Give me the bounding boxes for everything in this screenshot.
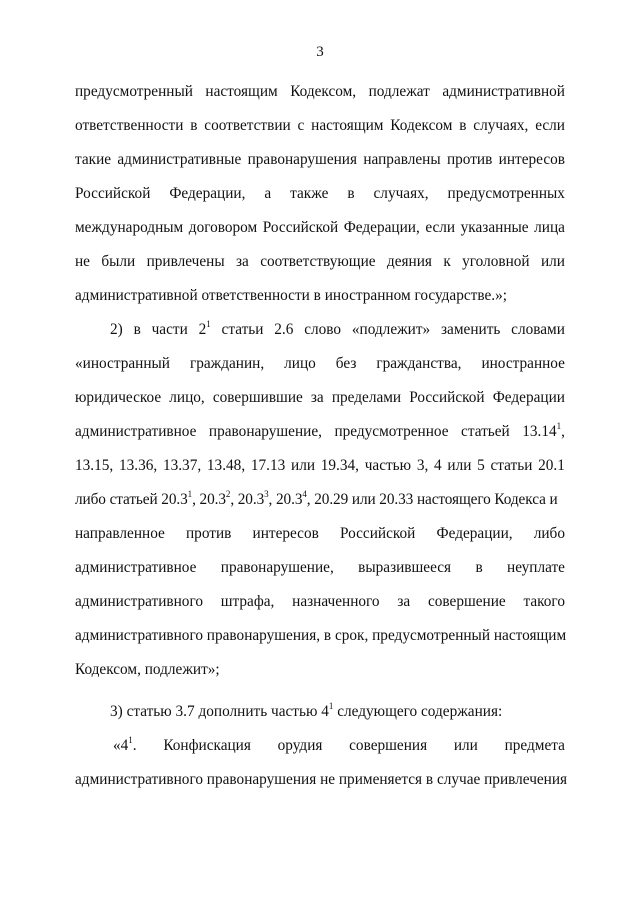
l8-w4: $2^1$: [198, 318, 211, 338]
word: иностранное: [481, 355, 565, 372]
text-line-5: [75, 218, 565, 238]
word: предусмотренный: [75, 83, 193, 100]
l20-w4: совершения: [349, 737, 428, 754]
word: или: [540, 253, 565, 270]
l11-w2: правонарушение,: [208, 423, 322, 440]
word: Федерации,: [343, 219, 420, 236]
text-line-13: либо статьей 20.3$^1$, 20.3$^2$, 20.3$^3$, 20.3$^4$, 20.29 или 20.33 настоящего Кодекса и: [75, 488, 558, 508]
text-line-4: [75, 184, 565, 204]
word: подлежат: [368, 83, 430, 100]
l11-w1: административное: [75, 423, 197, 440]
text-line-20: [113, 736, 565, 756]
word: административные: [117, 151, 242, 168]
word: если: [425, 219, 456, 236]
word: в: [475, 559, 483, 576]
word: 20.1: [538, 457, 565, 474]
word: за: [235, 253, 249, 270]
word: Федерации,: [169, 185, 246, 202]
word: Кодексом,: [290, 83, 357, 100]
word: деяния: [386, 253, 432, 270]
word: указанные: [460, 219, 529, 236]
word: Российской: [339, 525, 416, 542]
word: соответствии: [204, 117, 291, 134]
word: к: [443, 253, 451, 270]
word: Российской: [75, 185, 151, 202]
word: Федерации: [492, 389, 565, 406]
text-line-1: [75, 82, 565, 102]
word: а: [264, 185, 272, 202]
word: гражданин,: [189, 355, 265, 372]
page-number: 3: [316, 44, 324, 60]
l8-w9: заменить: [441, 321, 501, 338]
word: штрафа,: [220, 593, 275, 610]
word: Кодексом: [390, 117, 453, 134]
word: юридическое: [75, 389, 162, 406]
word: предусмотренных: [447, 185, 565, 202]
word: интересов: [252, 525, 319, 542]
word: без: [335, 355, 357, 372]
word: совершившие: [212, 389, 303, 406]
text-line-3: [75, 150, 565, 170]
word: назначенного: [292, 593, 380, 610]
word: с: [297, 117, 305, 134]
word: за: [310, 389, 324, 406]
text-line-14: [75, 524, 565, 544]
word: 13.15,: [75, 457, 114, 474]
l8-w6: 2.6: [274, 321, 294, 338]
l11-w3: предусмотренное: [334, 423, 449, 440]
l11-w4: статьей: [461, 423, 510, 440]
word: административной: [442, 83, 565, 100]
word: Федерации,: [436, 525, 513, 542]
word: настоящим: [205, 83, 278, 100]
word: 5: [477, 457, 485, 474]
word: ответственности: [75, 117, 184, 134]
word: 13.37,: [162, 457, 202, 474]
text-line-9: [75, 354, 565, 374]
text-line-7: административной ответственности в иностранном государстве.»;: [75, 287, 507, 304]
text-line-12: [75, 456, 565, 476]
word: в: [347, 185, 355, 202]
word: статьи: [490, 457, 533, 474]
l8-w8: «подлежит»: [351, 321, 431, 338]
word: «иностранный: [75, 355, 170, 372]
word: пределами: [331, 389, 402, 406]
word: случаях,: [373, 185, 429, 202]
word: 17.13: [250, 457, 286, 474]
text-line-19: 3) статью 3.7 дополнить частью $4^1$ следующего содержания:: [110, 700, 503, 720]
text-line-16: [75, 592, 565, 612]
word: не: [75, 253, 90, 270]
word: 3,: [416, 457, 429, 474]
l8-w1: 2): [110, 321, 123, 338]
text-line-6: [75, 252, 565, 272]
l8-w5: статьи: [221, 321, 264, 338]
word: совершение: [427, 593, 506, 610]
word: либо: [533, 525, 565, 542]
text-line-2: [75, 116, 565, 136]
word: договором: [188, 219, 258, 236]
word: или: [447, 457, 472, 474]
l8-w7: слово: [304, 321, 342, 338]
word: были: [101, 253, 136, 270]
word: неуплате: [507, 559, 565, 576]
text-line-10: [75, 388, 565, 408]
word: 4: [434, 457, 442, 474]
word: правонарушения: [247, 151, 358, 168]
l20-w2: Конфискация: [163, 737, 251, 754]
word: против: [185, 525, 232, 542]
word: такие: [75, 151, 112, 168]
word: привлечены: [146, 253, 225, 270]
word: интересов: [498, 151, 565, 168]
word: за: [397, 593, 411, 610]
l8-w3: части: [151, 321, 188, 338]
word: гражданства,: [376, 355, 462, 372]
word: направленное: [75, 525, 165, 542]
word: правонарушение,: [220, 559, 334, 576]
word: такого: [523, 593, 565, 610]
word: административное: [75, 559, 197, 576]
word: лицо: [284, 355, 316, 372]
word: частью: [364, 457, 412, 474]
text-line-11: [75, 422, 565, 442]
word: в: [190, 117, 198, 134]
word: в: [459, 117, 467, 134]
word: случаях,: [473, 117, 529, 134]
word: административного: [75, 593, 203, 610]
word: уголовной: [462, 253, 530, 270]
word: лицо,: [169, 389, 205, 406]
word: также: [290, 185, 329, 202]
l20-w3: орудия: [277, 737, 323, 754]
l8-w2: в: [133, 321, 141, 338]
word: против: [446, 151, 493, 168]
l20-w1: «$4^1$.: [113, 734, 137, 754]
word: 19.34,: [320, 457, 359, 474]
word: 13.36,: [118, 457, 158, 474]
word: международным: [75, 219, 184, 236]
text-line-18: Кодексом, подлежит»;: [75, 661, 220, 678]
text-line-21: административного правонарушения не применяется в случае привлечения: [75, 771, 568, 788]
text-line-8: [110, 320, 565, 340]
word: настоящим: [311, 117, 384, 134]
l20-w5: или: [453, 737, 478, 754]
word: если: [535, 117, 565, 134]
l8-w10: словами: [511, 321, 565, 338]
word: Российской: [262, 219, 339, 236]
text-line-17: административного правонарушения, в срок, предусмотренный настоящим: [75, 627, 567, 644]
text-line-15: [75, 558, 565, 578]
word: Российской: [409, 389, 485, 406]
word: соответствующие: [260, 253, 376, 270]
l20-w6: предмета: [504, 737, 565, 754]
word: выразившееся: [358, 559, 452, 576]
word: 13.48,: [206, 457, 246, 474]
l11-w5: 13.14$^1$,: [522, 420, 565, 440]
word: или: [291, 457, 316, 474]
word: лица: [534, 219, 565, 236]
word: направлены: [363, 151, 441, 168]
